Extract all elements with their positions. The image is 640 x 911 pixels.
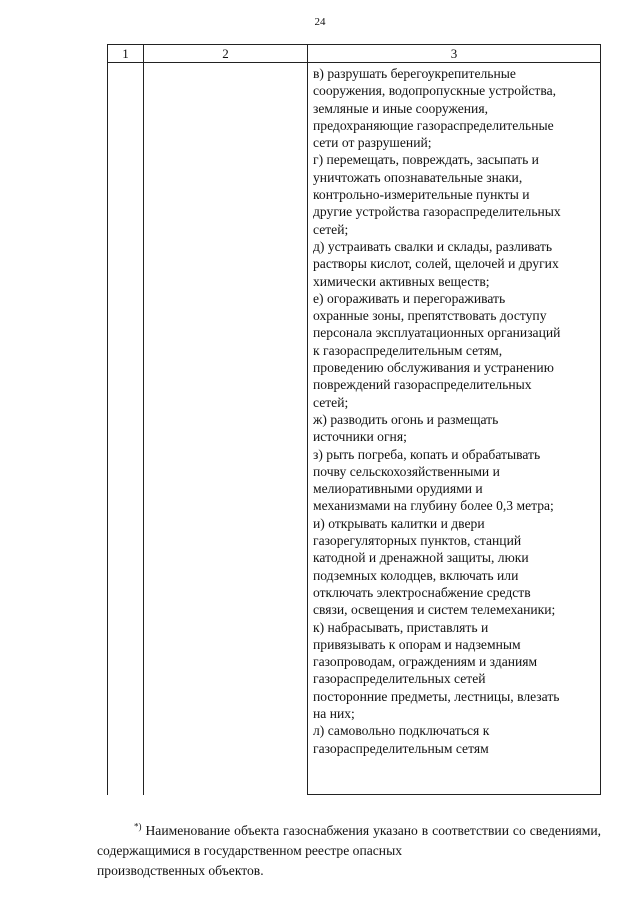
table-cell-text-line: земляные и иные сооружения, bbox=[313, 100, 488, 116]
table-cell-text-line: химически активных веществ; bbox=[313, 273, 490, 289]
table-cell-text-line: г) перемещать, повреждать, засыпать и bbox=[313, 152, 539, 168]
table-cell-text-line: катодной и дренажной защиты, люки bbox=[313, 550, 529, 566]
footnote-last-line: производственных объектов. bbox=[97, 863, 264, 878]
table-header-row bbox=[108, 45, 601, 63]
table-row bbox=[108, 63, 601, 795]
table-cell-text-line: газораспределительных сетей bbox=[313, 671, 486, 687]
table-cell-text-line: газорегуляторных пунктов, станций bbox=[313, 533, 522, 549]
table-cell-text-line: предохраняющие газораспределительные bbox=[313, 117, 554, 133]
table-cell-text-line: механизмами на глубину более 0,3 метра; bbox=[313, 498, 554, 514]
table-cell-text-line: сети от разрушений; bbox=[313, 135, 432, 151]
table-cell-text-line: почву сельскохозяйственными и bbox=[313, 463, 500, 479]
table-cell-text-line: подземных колодцев, включать или bbox=[313, 567, 519, 583]
table-cell-col2 bbox=[144, 63, 308, 795]
table-cell-text-line: сетей; bbox=[313, 221, 349, 237]
table-cell-text-line: к газораспределительным сетям, bbox=[313, 342, 503, 358]
table-cell-text-line: отключать электроснабжение средств bbox=[313, 584, 531, 600]
table-cell-text-line: газопроводам, ограждениям и зданиям bbox=[313, 654, 538, 670]
column-header-3: 3 bbox=[308, 45, 601, 63]
table-cell-text-line: мелиоративными орудиями и bbox=[313, 481, 483, 497]
table-cell-text-line: газораспределительным сетям bbox=[313, 740, 489, 756]
table-cell-text-line: привязывать к опорам и надземным bbox=[313, 636, 521, 652]
table-cell-text-line: ж) разводить огонь и размещать bbox=[313, 411, 499, 427]
table-cell-text-line: проведению обслуживания и устранению bbox=[313, 360, 554, 376]
table-cell-text-line: е) огораживать и перегораживать bbox=[313, 290, 506, 306]
table-cell-text-line: д) устраивать свалки и склады, разливать bbox=[313, 238, 553, 254]
table-cell-text-line: контрольно-измерительные пункты и bbox=[313, 187, 530, 203]
table-cell-text-line: охранные зоны, препятствовать доступу bbox=[313, 308, 547, 324]
document-table bbox=[107, 44, 601, 795]
table-cell-text-line: связи, освещения и систем телемеханики; bbox=[313, 602, 556, 618]
table-cell-text-line: и) открывать калитки и двери bbox=[313, 515, 485, 531]
table-cell-text-line: з) рыть погреба, копать и обрабатывать bbox=[313, 446, 541, 462]
table-cell-col3 bbox=[308, 63, 601, 795]
table-cell-col1 bbox=[108, 63, 144, 795]
column-header-1: 1 bbox=[108, 45, 144, 63]
footnote bbox=[97, 821, 601, 881]
table-cell-text-line: уничтожать опознавательные знаки, bbox=[313, 169, 523, 185]
table-cell-text-line: посторонние предметы, лестницы, влезать bbox=[313, 688, 560, 704]
table-cell-text-line: повреждений газораспределительных bbox=[313, 377, 532, 393]
table-cell-text-line: л) самовольно подключаться к bbox=[313, 723, 490, 739]
table-cell-text-line: персонала эксплуатационных организаций bbox=[313, 325, 561, 341]
table-cell-text-line: другие устройства газораспределительных bbox=[313, 204, 561, 220]
table-cell-text-line: к) набрасывать, приставлять и bbox=[313, 619, 489, 635]
footnote-marker: *) bbox=[134, 821, 142, 832]
table-cell-text-line: сетей; bbox=[313, 394, 349, 410]
footnote-text: Наименование объекта газоснабжения указано в соответствии со сведениями, содержащимися в государственном реестре опасных bbox=[97, 823, 601, 858]
column-header-2: 2 bbox=[144, 45, 308, 63]
table-cell-text-line: в) разрушать берегоукрепительные bbox=[313, 66, 516, 81]
page-number: 24 bbox=[314, 16, 326, 28]
table-cell-text-line: сооружения, водопропускные устройства, bbox=[313, 83, 557, 99]
table-cell-text-line: на них; bbox=[313, 705, 355, 721]
table-cell-text-line: растворы кислот, солей, щелочей и других bbox=[313, 256, 559, 272]
table-cell-text-line: источники огня; bbox=[313, 429, 407, 445]
